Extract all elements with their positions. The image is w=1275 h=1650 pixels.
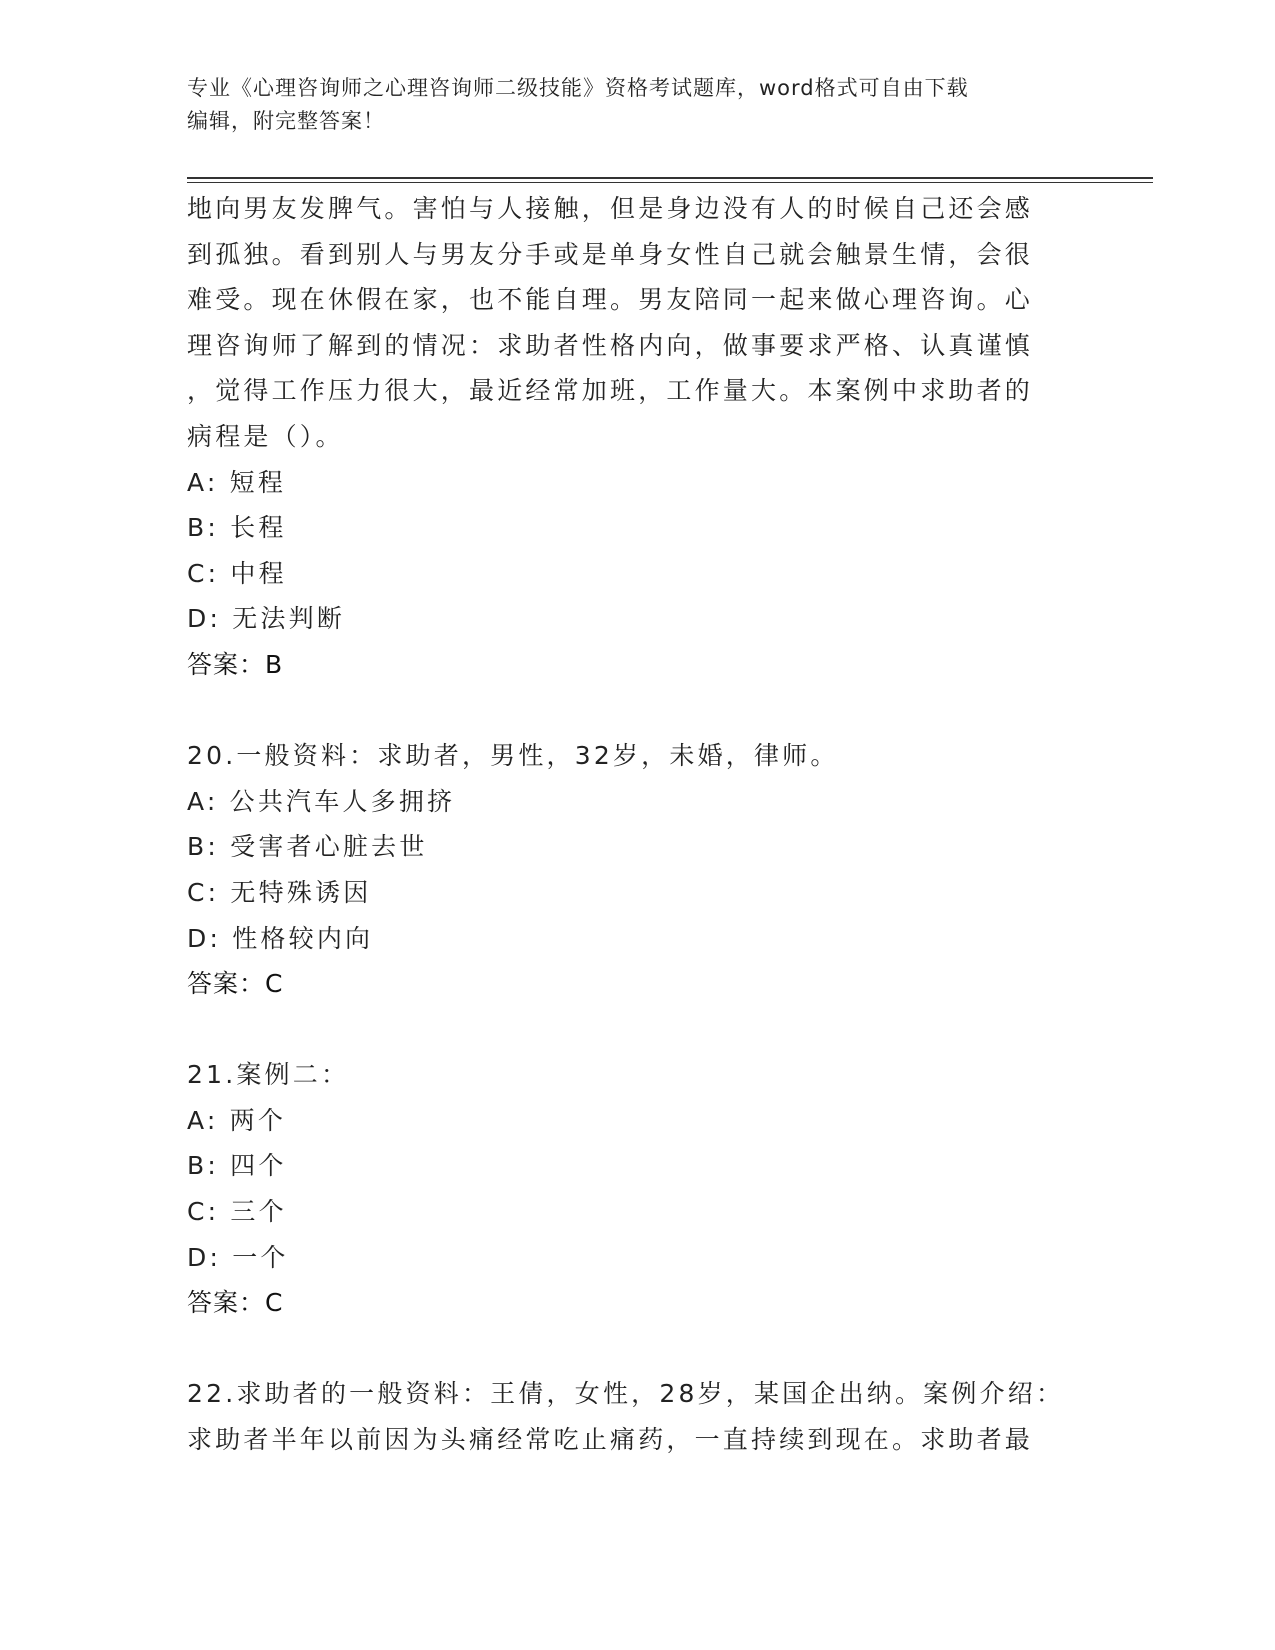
option-d: D: 一个	[187, 1242, 289, 1272]
header-line-2: 编辑，附完整答案！	[187, 109, 385, 133]
option-b: B: 四个	[187, 1151, 287, 1181]
spacer	[187, 688, 1087, 734]
answer-text: 答案：B	[187, 649, 284, 679]
question-stem: 21.案例二：	[187, 1060, 350, 1090]
document-body	[187, 186, 1087, 1463]
option-d: D: 性格较内向	[187, 923, 374, 953]
option-a: A: 短程	[187, 467, 287, 497]
option-b: B: 受害者心脏去世	[187, 832, 428, 862]
option-c: C: 中程	[187, 558, 287, 588]
header-line-1: 专业《心理咨询师之心理咨询师二级技能》资格考试题库，word格式可自由下载	[187, 76, 969, 100]
question-19	[187, 186, 1087, 688]
question-stem-line: 求助者半年以前因为头痛经常吃止痛药，一直持续到现在。求助者最	[187, 1425, 1034, 1455]
question-stem-line: 地向男友发脾气。害怕与人接触，但是身边没有人的时候自己还会感	[187, 194, 1034, 223]
spacer	[187, 1007, 1087, 1053]
question-20	[187, 733, 1087, 1007]
answer-text: 答案：C	[187, 1288, 284, 1318]
option-a: A: 公共汽车人多拥挤	[187, 786, 456, 816]
question-stem-line: ，觉得工作压力很大，最近经常加班，工作量大。本案例中求助者的	[187, 376, 1034, 406]
spacer	[187, 1326, 1087, 1372]
option-a: A: 两个	[187, 1105, 287, 1135]
question-stem-line: 病程是（）。	[187, 421, 344, 451]
header-rule-thin	[187, 182, 1153, 183]
header-rule-thick	[187, 177, 1153, 179]
question-stem: 20.一般资料：求助者，男性，32岁，未婚，律师。	[187, 741, 839, 771]
question-21	[187, 1052, 1087, 1326]
option-c: C: 无特殊诱因	[187, 877, 372, 907]
answer-text: 答案：C	[187, 969, 284, 999]
question-22	[187, 1371, 1087, 1462]
question-stem-line: 难受。现在休假在家，也不能自理。男友陪同一起来做心理咨询。心	[187, 285, 1034, 315]
option-d: D: 无法判断	[187, 604, 346, 634]
question-stem-line: 22.求助者的一般资料：王倩，女性，28岁，某国企出纳。案例介绍：	[187, 1379, 1065, 1409]
document-header	[187, 72, 1067, 138]
question-stem-line: 理咨询师了解到的情况：求助者性格内向，做事要求严格、认真谨慎	[187, 330, 1034, 360]
option-c: C: 三个	[187, 1197, 287, 1227]
option-b: B: 长程	[187, 513, 287, 543]
question-stem-line: 到孤独。看到别人与男友分手或是单身女性自己就会触景生情，会很	[187, 239, 1034, 269]
